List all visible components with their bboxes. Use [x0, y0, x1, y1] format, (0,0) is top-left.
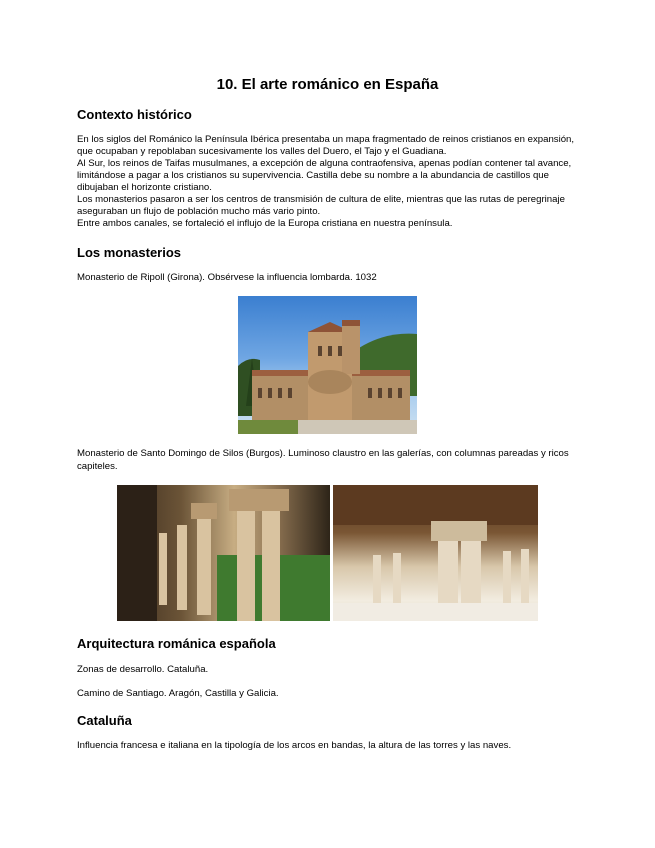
- heading-arquitectura: Arquitectura románica española: [77, 636, 276, 651]
- heading-monasterios: Los monasterios: [77, 245, 182, 260]
- caption-silos: Monasterio de Santo Domingo de Silos (Burgos). Luminoso claustro en las galerías, con columnas pareadas y ricos capiteles.: [77, 448, 569, 472]
- heading-cataluna: Cataluña: [77, 713, 132, 728]
- silos-cloister-photo-1: [117, 485, 330, 621]
- contexto-paragraph-3: Los monasterios pasaron a ser los centros de transmisión de cultura de elite, mientras que las rutas de peregrinaje aseguraban un flujo de población mucho más vario pinto.: [77, 194, 565, 217]
- ripoll-monastery-photo: [238, 296, 417, 434]
- cataluna-line-1: Influencia francesa e italiana en la tipología de los arcos en bandas, la altura de las torres y las naves.: [77, 740, 512, 751]
- heading-contexto: Contexto histórico: [77, 107, 192, 122]
- caption-ripoll: Monasterio de Ripoll (Girona). Obsérvese la influencia lombarda. 1032: [77, 272, 377, 283]
- contexto-text: [77, 134, 582, 230]
- silos-cloister-photo-2: [333, 485, 538, 621]
- contexto-paragraph-2: Al Sur, los reinos de Taifas musulmanes, a excepción de alguna contraofensiva, apenas podían contener tal avance, limitándose a pagar a los cristianos su supervivencia. Castilla debe su nombre a la abundancia de castillos que dibujaban el horizonte cristiano.: [77, 158, 572, 193]
- page-title: 10. El arte románico en España: [216, 76, 439, 93]
- arquitectura-line-1: Zonas de desarrollo. Cataluña.: [77, 664, 209, 675]
- arquitectura-line-2: Camino de Santiago. Aragón, Castilla y Galicia.: [77, 688, 279, 699]
- contexto-paragraph-1: En los siglos del Románico la Península Ibérica presentaba un mapa fragmentado de reinos cristianos en expansión, que ocupaban y repoblaban sucesivamente los valles del Duero, el Tajo y el Guadiana.: [77, 134, 575, 157]
- contexto-paragraph-4: Entre ambos canales, se fortaleció el influjo de la Europa cristiana en nuestra península.: [77, 218, 453, 229]
